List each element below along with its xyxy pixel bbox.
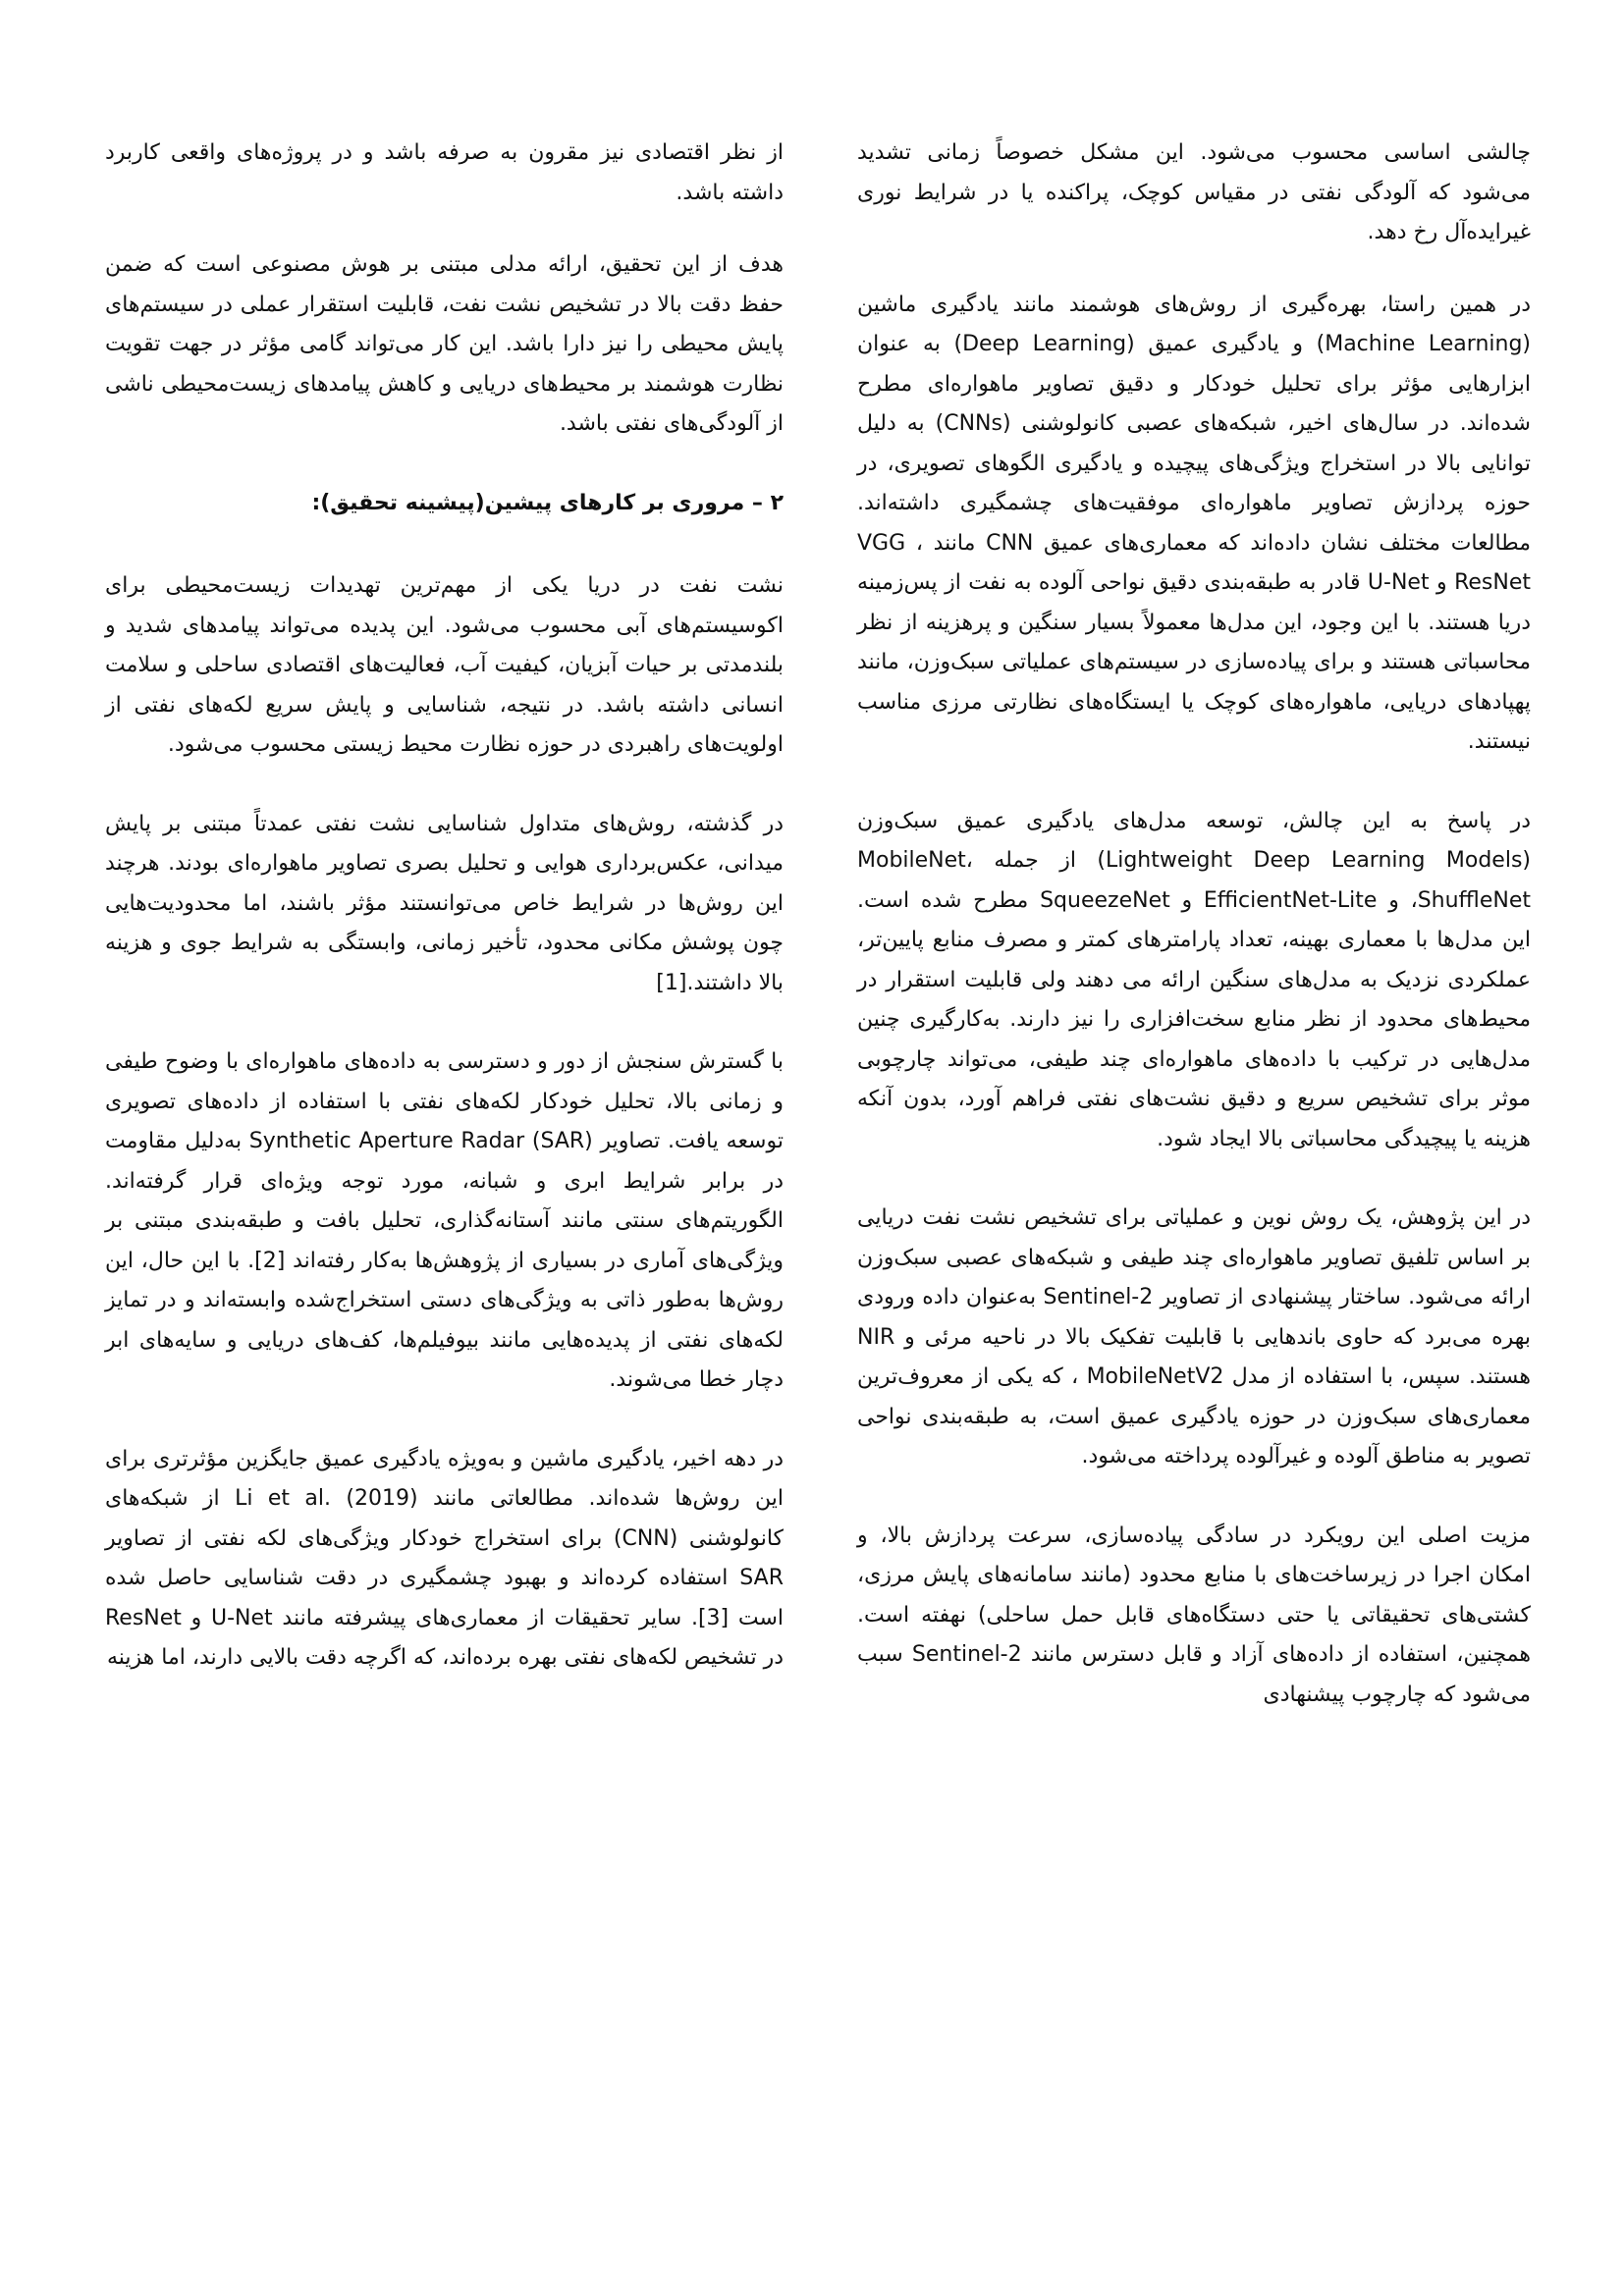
paragraph-oil-spill-threat: نشت نفت در دریا یکی از مهم‌ترین تهدیدات زیست‌محیطی برای اکوسیستم‌های آبی محسوب می‌شود. این پدیده می‌تواند پیامدهای شدید و بلندمدتی بر حیات آبزیان، کیفیت آب، فعالیت‌های اقتصادی ساحلی و سلامت انسانی داشته باشد. در نتیجه، شناسایی و پایش سریع لکه‌های نفتی از اولویت‌های راهبردی در حوزه نظارت محیط زیستی محسوب می‌شود. xyxy=(105,573,784,757)
paragraph-lightweight-models: در پاسخ به این چالش، توسعه مدل‌های یادگیری عمیق سبک‌وزن (Lightweight Deep Learning Models) از جمله MobileNet، ShuffleNet، و EfficientNet-Lite و SqueezeNet مطرح شده است. این مدل‌ها با معماری بهینه، تعداد پارامترهای کمتر و مصرف منابع پایین‌تر، عملکردی نزدیک به مدل‌های سنگین ارائه می دهند ولی قابلیت استقرار در محیط‌های محدود از نظر منابع سخت‌افزاری را نیز دارند. به‌کارگیری چنین مدل‌هایی در ترکیب با داده‌های ماهواره‌ای چند طیفی، می‌تواند چارچوبی موثر برای تشخیص سریع و دقیق نشت‌های نفتی فراهم آورد، بدون آنکه هزینه یا پیچیدگی محاسباتی بالا ایجاد شود. xyxy=(857,808,1531,1151)
paragraph-advantages: مزیت اصلی این رویکرد در سادگی پیاده‌سازی، سرعت پردازش بالا، و امکان اجرا در زیرساخت‌های با منابع محدود (مانند سامانه‌های پایش مرزی، کشتی‌های تحقیقاتی یا حتی دستگاه‌های قابل حمل ساحلی) نهفته است. همچنین، استفاده از داده‌های آزاد و قابل دسترس مانند Sentinel-2 سبب می‌شود که چارچوب پیشنهادی xyxy=(857,1522,1532,1707)
paragraph-proposed-method: در این پژوهش، یک روش نوین و عملیاتی برای تشخیص نشت نفت دریایی بر اساس تلفیق تصاویر ماهواره‌ای چند طیفی و شبکه‌های عصبی سبک‌وزن ارائه می‌شود. ساختار پیشنهادی از تصاویر Sentinel-2 به‌عنوان داده ورودی بهره می‌برد که حاوی باندهایی با قابلیت تفکیک بالا در ناحیه مرئی و NIR هستند. سپس، با استفاده از مدل MobileNetV2 ، که یکی از معروف‌ترین معماری‌های سبک‌وزن در حوزه یادگیری عمیق است، به طبقه‌بندی نواحی تصویر به مناطق آلوده و غیرآلوده پرداخته می‌شود. xyxy=(857,1205,1531,1468)
paragraph-research-goal: هدف از این تحقیق، ارائه مدلی مبتنی بر هوش مصنوعی است که ضمن حفظ دقت بالا در تشخیص نشت نفت، قابلیت استقرار عملی در سیستم‌های پایش محیطی را نیز دارا باشد. این کار می‌تواند گامی مؤثر در جهت تقویت نظارت هوشمند بر محیط‌های دریایی و کاهش پیامدهای زیست‌محیطی ناشی از آلودگی‌های نفتی باشد. xyxy=(105,252,784,436)
paragraph-economic-feasibility: از نظر اقتصادی نیز مقرون به صرفه باشد و در پروژه‌های واقعی کاربرد داشته باشد. xyxy=(105,140,784,205)
section-heading-literature-review: ۲ – مروری بر کارهای پیشین(پیشینه تحقیق): xyxy=(311,490,784,515)
left-column xyxy=(105,133,784,1718)
paragraph-deep-learning-studies: در دهه اخیر، یادگیری ماشین و به‌ویژه یادگیری عمیق جایگزین مؤثرتری برای این روش‌ها شده‌اند. مطالعاتی مانند Li et al. (2019) از شبکه‌های کانولوشنی (CNN) برای استخراج خودکار ویژگی‌های لکه نفتی از تصاویر SAR استفاده کرده‌اند و بهبود چشمگیری در دقت شناسایی حاصل شده است [3]. سایر تحقیقات از معماری‌های پیشرفته مانند U-Net و ResNet در تشخیص لکه‌های نفتی بهره برده‌اند، که اگرچه دقت بالایی دارند، اما هزینه xyxy=(105,1446,785,1670)
paragraph-traditional-methods: در گذشته، روش‌های متداول شناسایی نشت نفتی عمدتاً مبتنی بر پایش میدانی، عکس‌برداری هوایی و تحلیل بصری تصاویر ماهواره‌ای بودند. هرچند این روش‌ها در شرایط خاص می‌توانستند مؤثر باشند، اما محدودیت‌هایی چون پوشش مکانی محدود، تأخیر زمانی، وابستگی به شرایط جوی و هزینه بالا داشتند.[1] xyxy=(105,811,784,995)
right-column xyxy=(857,133,1531,1754)
paragraph-ml-dl-approaches: در همین راستا، بهره‌گیری از روش‌های هوشمند مانند یادگیری ماشین (Machine Learning) و یادگیری عمیق (Deep Learning) به عنوان ابزارهایی مؤثر برای تحلیل خودکار و دقیق تصاویر ماهواره‌ای مطرح شده‌اند. در سال‌های اخیر، شبکه‌های عصبی کانولوشنی (CNNs) به دلیل توانایی بالا در استخراج ویژگی‌های پیچیده و یادگیری الگوهای تصویری، در حوزه پردازش تصاویر ماهواره‌ای موفقیت‌های چشمگیری داشته‌اند. مطالعات مختلف نشان داده‌اند که معماری‌های عمیق CNN مانند VGG ، ResNet و U-Net قادر به طبقه‌بندی دقیق نواحی آلوده به نفت از پس‌زمینه دریا هستند. با این وجود، این مدل‌ها معمولاً بسیار سنگین و پرهزینه از نظر محاسباتی هستند و برای پیاده‌سازی در سیستم‌های عملیاتی سبک‌وزن، مانند پهپادهای دریایی، ماهواره‌های کوچک یا ایستگاه‌های نظارتی مرزی مناسب نیستند. xyxy=(857,292,1531,754)
paragraph-remote-sensing-sar: با گسترش سنجش از دور و دسترسی به داده‌های ماهواره‌ای با وضوح طیفی و زمانی بالا، تحلیل خودکار لکه‌های نفتی با استفاده از داده‌های تصویری توسعه یافت. تصاویر Synthetic Aperture Radar (SAR) به‌دلیل مقاومت در برابر شرایط ابری و شبانه، مورد توجه ویژه‌ای قرار گرفته‌اند. الگوریتم‌های سنتی مانند آستانه‌گذاری، تحلیل بافت و طبقه‌بندی مبتنی بر ویژگی‌های آماری در بسیاری از پژوهش‌ها به‌کار رفته‌اند [2]. با این حال، این روش‌ها به‌طور ذاتی به ویژگی‌های دستی استخراج‌شده وابسته‌اند و در تمایز لکه‌های نفتی از پدیده‌هایی مانند بیوفیلم‌ها، کف‌های دریایی و سایه‌های ابر دچار خطا می‌شوند. xyxy=(105,1049,784,1392)
paragraph-oil-spill-challenge: چالشی اساسی محسوب می‌شود. این مشکل خصوصاً زمانی تشدید می‌شود که آلودگی نفتی در مقیاس کوچک، پراکنده یا در شرایط نوری غیرایده‌آل رخ دهد. xyxy=(857,140,1531,244)
